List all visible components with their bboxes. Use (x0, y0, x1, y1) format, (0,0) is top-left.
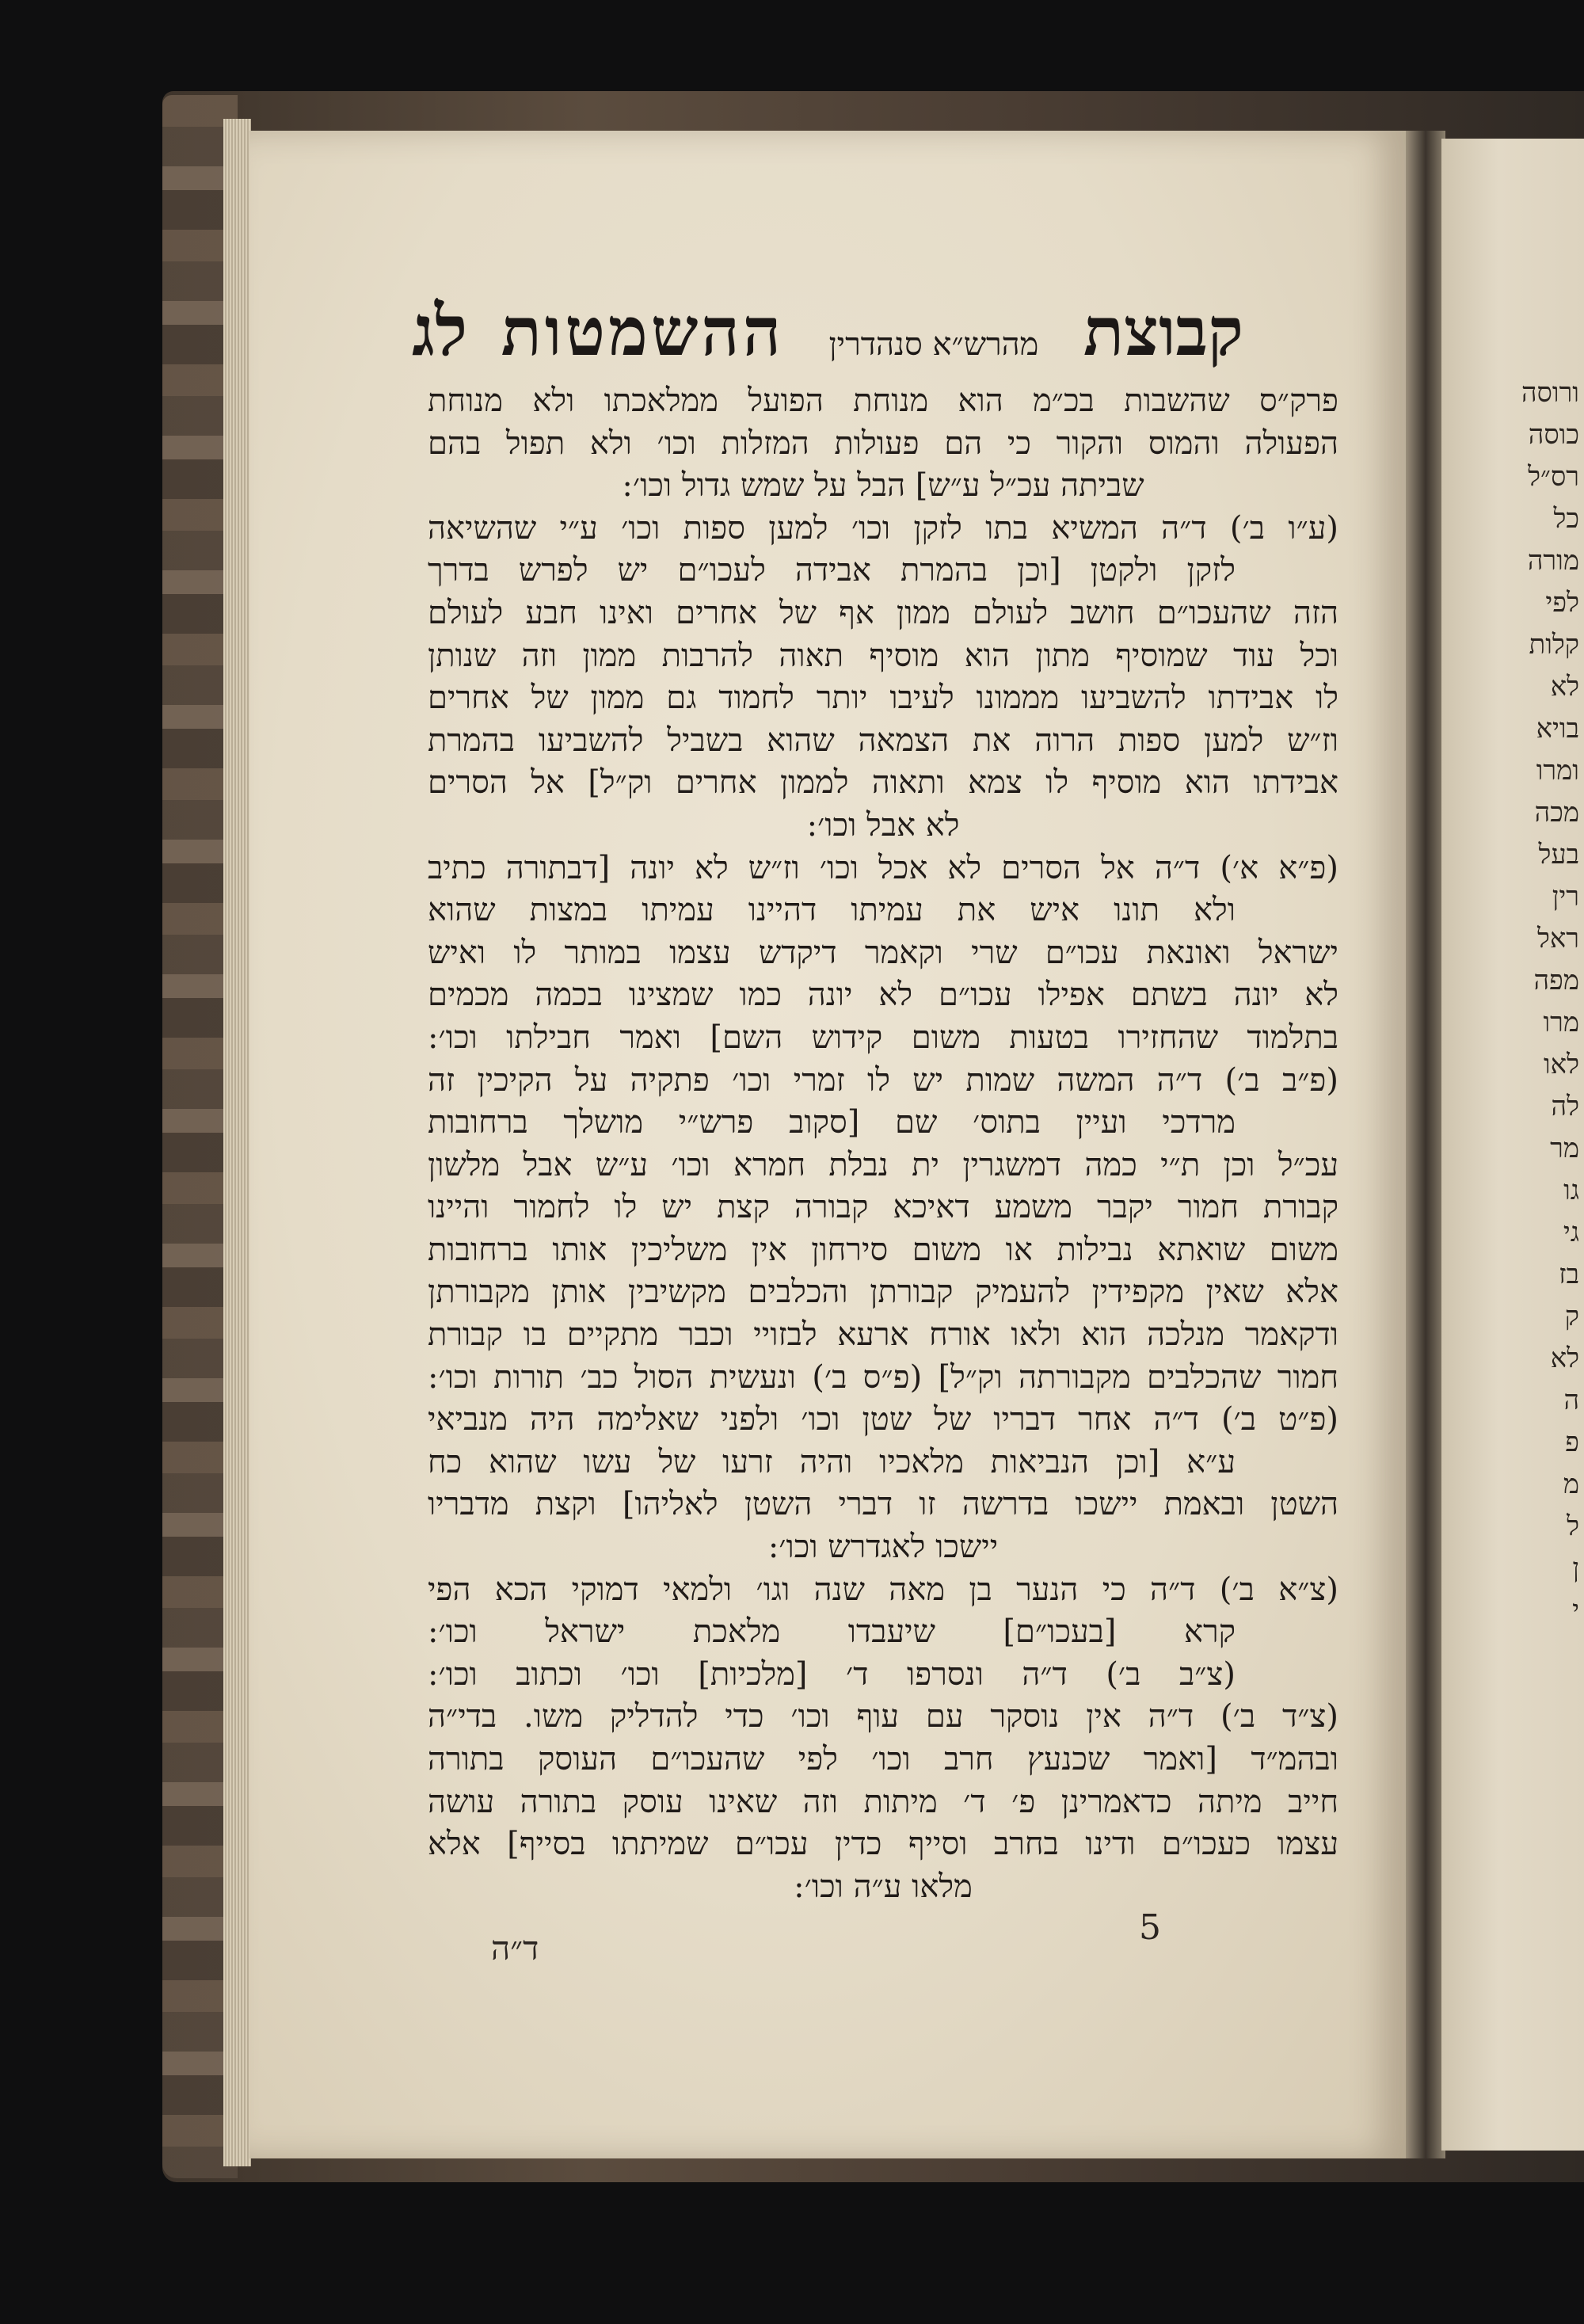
text-line: השטן ובאמת יישכו בדרשה זו דברי השטן לאליהו] וקצת מדבריו (428, 1486, 1338, 1523)
text-line: לו אבידתו להשביעו מממונו לעיבו יותר לחמוד גם ממון של אחרים (428, 680, 1338, 717)
right-page-fragment: מכה (1534, 797, 1579, 829)
right-page-fragment: פ (1565, 1427, 1579, 1458)
right-page-fragment: קלות (1529, 629, 1579, 661)
text-line: ע״א [וכן הנביאות מלאכיו והיה זרעו של עשו שהוא כח (428, 1443, 1236, 1480)
text-line: ישראל ואונאת עכו״ם שרי וקאמר דיקדש עצמו במותר לו ואיש (428, 934, 1338, 971)
text-line: ובהמ״ד [ואמר שכנעץ חרב וכו׳ לפי שהעכו״ם העוסק בתורה (428, 1741, 1338, 1777)
right-page-fragment: ראל (1536, 923, 1579, 954)
book-gutter (1406, 131, 1445, 2158)
text-line: וז״ש למען ספות הרוה את הצמאה שהוא בשביל להשביעו בהמרת (428, 722, 1338, 759)
text-line: (צ״א ב׳) ד״ה כי הנער בן מאה שנה וגו׳ ולמאי דמוקי הכא הפי (428, 1571, 1338, 1608)
text-line: יישכו לאגדרש וכו׳: (767, 1529, 999, 1566)
header-title-main: ההשמטות (501, 292, 785, 371)
right-page-fragment: מרו (1543, 1007, 1579, 1038)
text-line: (צ״ב ב׳) ד״ה ונסרפו ד׳ [מלכיות] וכו׳ וכתוב וכו׳: (428, 1655, 1236, 1693)
text-line: (פ״ב ב׳) ד״ה המשה שמות יש לו זמרי וכו׳ פתקיה על הקיכין זה (428, 1061, 1338, 1099)
signature-mark: 5 (1139, 1907, 1161, 1948)
text-line: אלא שאין מקפידין להעמיק קבורתן והכלבים מקשיבין אותן מקבורתן (428, 1274, 1338, 1311)
right-page-fragment: בז (1559, 1259, 1579, 1290)
text-line: (ע״ו ב׳) ד״ה המשיא בתו לזקן וכו׳ למען ספות וכו׳ ע״י שהשיאה (428, 509, 1338, 547)
text-line: הפעולה והמוס והקור כי הם פעולות המזלות וכו׳ ולא תפול בהם (428, 425, 1338, 462)
right-page-fragment: לאו (1543, 1049, 1579, 1080)
text-line: לזקן ולקטן [וכן בהמרת אבידה לעכו״ם יש לפרש בדרך (428, 552, 1236, 589)
text-line: הזה שהעכו״ם חושב לעולם ממון אף של אחרים ואינו חבע לעולם (428, 594, 1338, 631)
text-line: קרא [בעכו״ם] שיעבדו מלאכת ישראל וכו׳: (428, 1613, 1236, 1651)
right-page-fragment: ק (1564, 1301, 1579, 1332)
text-line: משום שואתא נבילות או משום סירחון אין משליכין אותו ברחובות (428, 1231, 1338, 1268)
right-page-fragment: כוסה (1528, 419, 1579, 451)
page-edges (223, 119, 251, 2166)
text-line: מלאו ע״ה וכו׳: (794, 1868, 973, 1905)
text-line: לא יונה בשתם אפילו עכו״ם לא יונה כמו שמצינו בכמה מכמים (428, 977, 1338, 1014)
right-page-fragment: ן (1572, 1553, 1579, 1584)
body-text (428, 380, 1338, 1908)
text-line: בתלמוד שהחזירו בטעות משום קידוש השם] ואמר חבילתו וכו׳: (428, 1019, 1338, 1056)
header-subtitle: מהרש״א סנהדרין (828, 326, 1039, 363)
text-line: חייב מיתה כדאמרינן פ׳ ד׳ מיתות וזה שאינו עוסק בתורה עושה (428, 1783, 1338, 1820)
right-page-fragment: לא (1550, 1343, 1579, 1374)
running-header (412, 289, 1243, 376)
text-line: (פ״א א׳) ד״ה אל הסרים לא אכל וכו׳ וז״ש לא יונה [דבתורה כתיב (428, 849, 1338, 886)
right-page-fragment: ומרו (1536, 755, 1579, 787)
text-line: וכל עוד שמוסיף מתון הוא מוסיף תאוה להרבות ממון וזה שנותן (428, 637, 1338, 674)
text-line: מרדכי ועיין בתוס׳ שם [סקוב פרש״י מושלך ברחובות (428, 1104, 1236, 1141)
right-page-fragment: ל (1567, 1511, 1579, 1542)
catchword: ד״ה (491, 1929, 539, 1968)
text-line: (פ״ט ב׳) ד״ה אחר דבריו של שטן וכו׳ ולפני שאלימה היה מנביאי (428, 1401, 1339, 1438)
right-page-fragment: גו (1563, 1175, 1579, 1206)
text-line: (צ״ד ב׳) ד״ה אין נוסקר עם עוף וכו׳ כדי להדליק משו. בדי״ה (428, 1698, 1338, 1735)
right-page-fragment: גי (1563, 1217, 1579, 1248)
text-line: חמור שהכלבים מקבורתה וק״ל] (פ״ס ב׳) ונעשית הסול כב׳ תורות וכו׳: (428, 1358, 1338, 1396)
right-page-fragment: י (1572, 1594, 1579, 1626)
right-page-fragment: מורה (1527, 545, 1579, 577)
right-page-fragment: לפי (1545, 587, 1579, 619)
text-line: עצמו כעכו״ם ודינו בחרב וסייף כדין עכו״ם שמיתתו בסייף] אלא (428, 1826, 1338, 1863)
right-page-fragment: רין (1552, 881, 1579, 912)
right-page-fragment: לה (1551, 1091, 1579, 1122)
right-page-fragment: מפה (1533, 965, 1579, 996)
text-line: קבורת חמור יקבר משמע דאיכא קבורה קצת יש לו לחמור והיינו (428, 1189, 1338, 1226)
right-page-fragment: רס״ל (1528, 461, 1579, 493)
right-page-fragment: בויא (1536, 713, 1579, 745)
text-line: שביתה עכ״ל ע״ש] הבל על שמש גדול וכו׳: (622, 467, 1144, 505)
right-page-fragment: מר (1550, 1133, 1579, 1164)
right-page-fragment: כל (1553, 503, 1579, 535)
right-page (1441, 139, 1584, 2151)
header-title-word: קבוצת (1083, 292, 1243, 371)
text-line: אבידתו הוא מוסיף לו צמא ותאוה לממון אחרים וק״ל] אל הסרים (428, 764, 1338, 802)
right-page-fragment: מ (1563, 1469, 1579, 1500)
text-line: עכ״ל וכן ת״י כמה דמשגרין ית נבלת חמרא וכו׳ ע״ש אבל מלשון (428, 1146, 1338, 1183)
text-line: ולא תונו איש את עמיתו דהיינו עמיתו במצות שהוא (428, 892, 1236, 929)
right-page-fragment: בעל (1538, 839, 1579, 871)
page-number: לג (412, 289, 468, 371)
text-line: ודקאמר מנלכה הוא ולאו אורח ארעא לבזויי וכבר מתקיים בו קבורת (428, 1316, 1338, 1354)
right-page-fragment: ה (1563, 1385, 1579, 1416)
right-page-fragment: לא (1550, 671, 1579, 703)
right-page-fragment: ורוסה (1521, 377, 1579, 409)
text-line: לא אבל וכו׳: (806, 806, 960, 844)
text-line: פרק״ס שהשבות בכ״מ הוא מנוחת הפועל ממלאכתו ולא מנוחת (428, 383, 1338, 419)
